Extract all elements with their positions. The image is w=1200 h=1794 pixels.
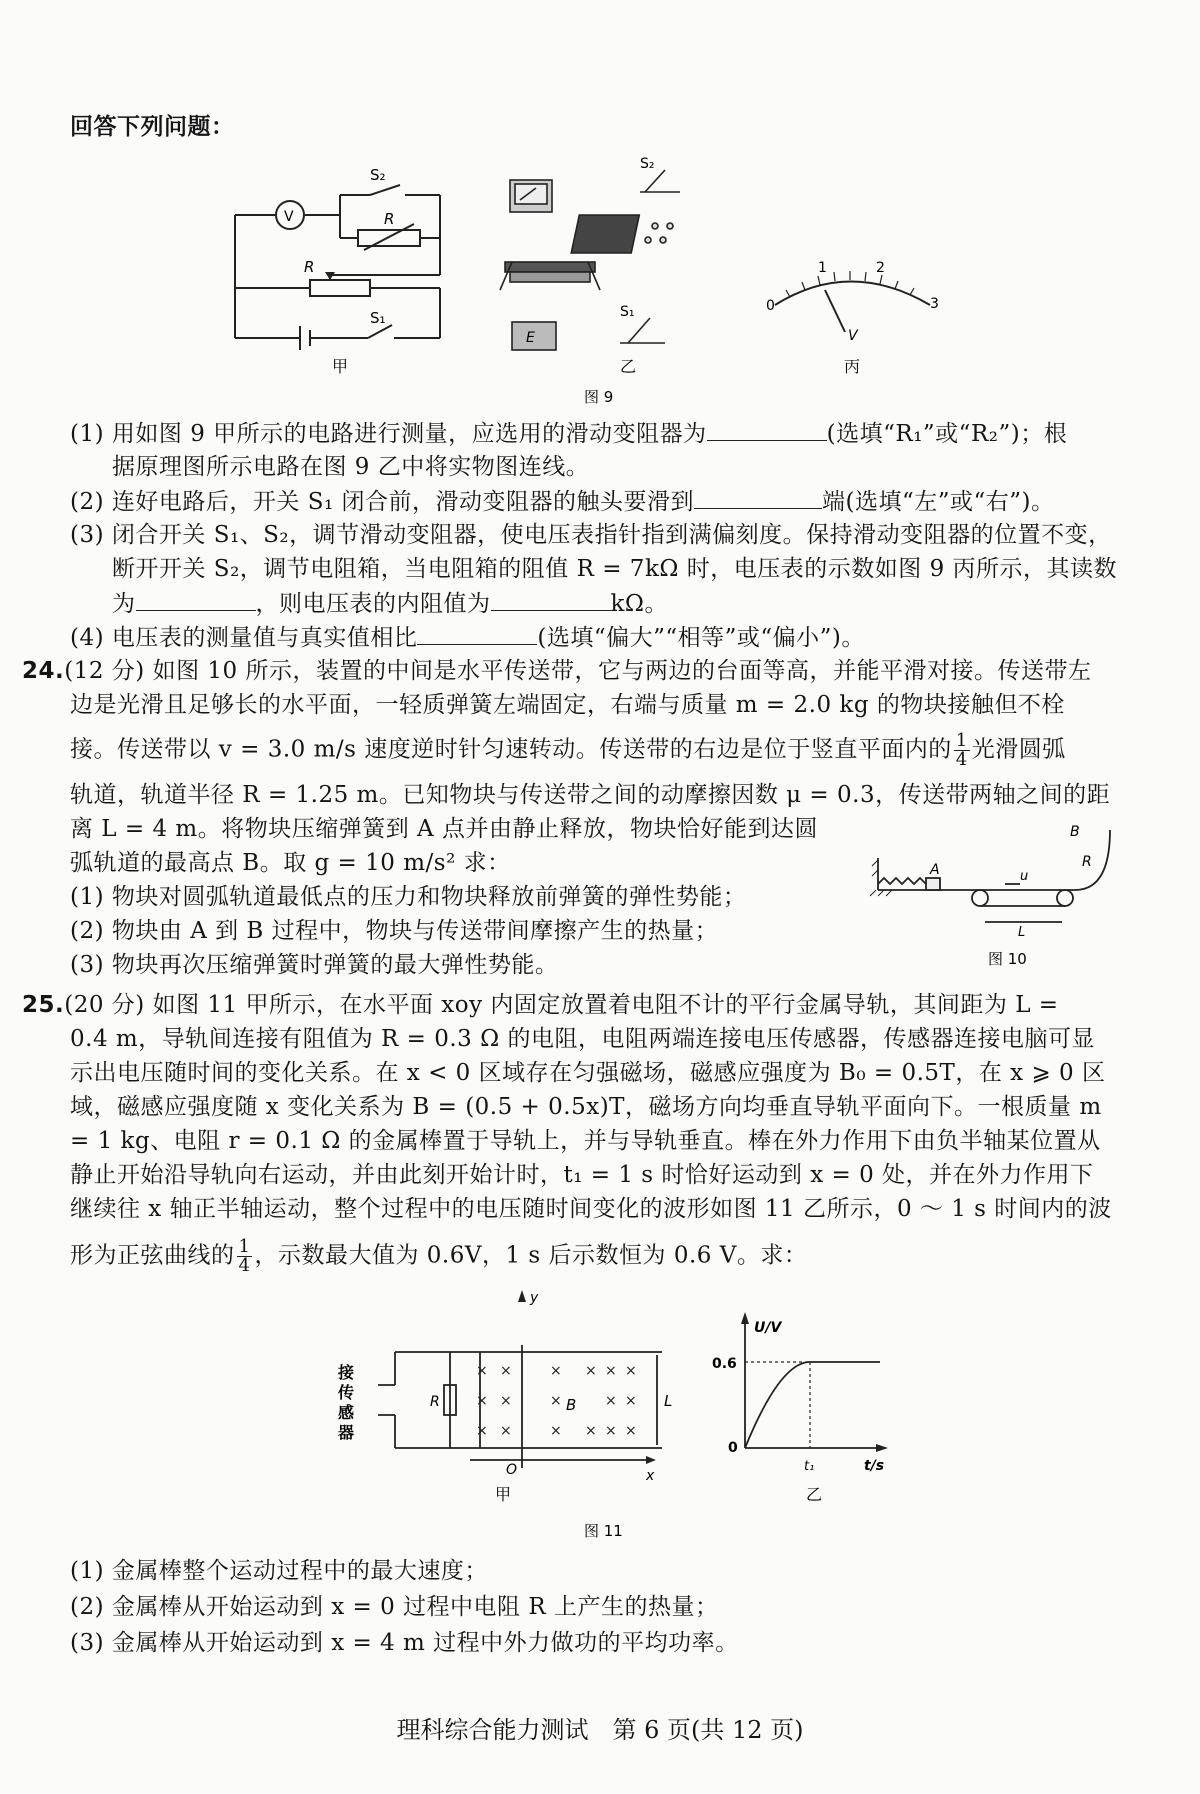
intro-text: 回答下列问题： — [70, 113, 235, 140]
svg-text:×: × — [585, 1363, 597, 1379]
figure-10 — [870, 818, 1090, 968]
q23-3-line2: 断开开关 S₂，调节电阻箱，当电阻箱的阻值 R = 7kΩ 时，电压表的示数如图 9 丙所示，其读数 — [112, 556, 1118, 582]
page-footer: 理科综合能力测试 第 6 页(共 12 页) — [396, 1716, 804, 1744]
q25-line-4: 域，磁感应强度随 x 变化关系为 B = (0.5 + 0.5x)T，磁场方向均垂直导轨平面向下。一根质量 m — [70, 1094, 1102, 1120]
q24-sub-2: (2) 物块由 A 到 B 过程中，物块与传送带间摩擦产生的热量； — [70, 918, 719, 944]
switch-s1-label: S₁ — [370, 309, 386, 327]
fig11-label-L: L — [664, 1392, 673, 1410]
svg-text:×: × — [550, 1393, 562, 1409]
q25-line-7: 继续往 x 轴正半轴运动，整个过程中的电压随时间变化的波形如图 11 乙所示，0 ～ 1 s 时间内的波 — [70, 1196, 1112, 1222]
resistor-box-device — [571, 215, 639, 253]
fig11-label-O: O — [506, 1462, 518, 1478]
sub-caption-yi: 乙 — [620, 357, 637, 376]
rheostat-device — [505, 262, 595, 272]
q25-fraction: $\frac{1}{4}$ — [238, 1236, 251, 1276]
svg-text:×: × — [476, 1363, 488, 1379]
q24-sub-3: (3) 物块再次压缩弹簧时弹簧的最大弹性势能。 — [70, 952, 559, 978]
fig10-label-A: A — [930, 862, 940, 878]
q23-2-line: (2) 连好电路后，开关 S₁ 闭合前，滑动变阻器的触头要滑到 端(选填“左”或“右”)。 — [70, 486, 1054, 517]
svg-text:×: × — [625, 1363, 637, 1379]
q23-1-line: (1) 用如图 9 甲所示的电路进行测量，应选用的滑动变阻器为 (选填“R₁”或“R₂”)；根 — [70, 418, 1067, 449]
dial-ticks — [786, 271, 914, 297]
q25-line-3: 示出电压随时间的变化关系。在 x < 0 区域存在匀强磁场，磁感应强度为 B₀ = 0.5T，在 x ⩾ 0 区 — [70, 1060, 1106, 1086]
q25-number: 25. — [22, 992, 65, 1018]
q24-line-3: 接。传送带以 v = 3.0 m/s 速度逆时针匀速转动。传送带的右边是位于竖直平面内的 $\frac{1}{4}$ 光滑圆弧 — [70, 730, 1066, 770]
svg-text:×: × — [500, 1363, 512, 1379]
fig11-label-y: y — [530, 1290, 539, 1306]
svg-text:×: × — [476, 1393, 488, 1409]
fig11-label-B: B — [566, 1396, 577, 1414]
svg-text:×: × — [550, 1363, 562, 1379]
graph-origin: 0 — [728, 1440, 738, 1456]
fig10-label-L: L — [1018, 925, 1026, 940]
sub-caption-jia: 甲 — [332, 357, 349, 376]
dial-unit: V — [848, 328, 858, 344]
apparatus-yi — [500, 170, 680, 350]
sensor-label-1: 接 — [338, 1363, 355, 1382]
svg-text:×: × — [605, 1423, 617, 1439]
q25-sub-2: (2) 金属棒从开始运动到 x = 0 过程中电阻 R 上产生的热量； — [70, 1594, 719, 1620]
sensor-label-2: 传 — [338, 1383, 355, 1402]
sensor-label-3: 感 — [338, 1403, 355, 1422]
q25-line-2: 0.4 m，导轨间连接有阻值为 R = 0.3 Ω 的电阻，电阻两端连接电压传感器，传感器连接电脑可显 — [70, 1026, 1095, 1052]
svg-text:×: × — [585, 1423, 597, 1439]
svg-text:×: × — [625, 1423, 637, 1439]
figure-9 — [0, 150, 1200, 410]
q25-line-5: = 1 kg、电阻 r = 0.1 Ω 的金属棒置于导轨上，并与导轨垂直。棒在外力作用下由负半轴某位置从 — [70, 1128, 1101, 1154]
sub-caption-bing: 丙 — [844, 357, 861, 376]
q25-line-8: 形为正弦曲线的 $\frac{1}{4}$ ，示数最大值为 0.6V，1 s 后示数恒为 0.6 V。求： — [70, 1236, 808, 1276]
svg-text:×: × — [500, 1393, 512, 1409]
q25-line-6: 静止开始沿导轨向右运动，并由此刻开始计时，t₁ = 1 s 时恰好运动到 x = 0 处，并在外力作用下 — [70, 1162, 1094, 1188]
voltmeter-label: V — [284, 209, 294, 225]
graph-y-tick: 0.6 — [712, 1356, 737, 1372]
q23-3-line3: 为 ，则电压表的内阻值为 kΩ。 — [112, 588, 668, 619]
q24-number: 24. — [22, 658, 65, 684]
fig10-label-R: R — [1082, 854, 1092, 870]
q25-line-1: 25.(20 分) 如图 11 甲所示，在水平面 xoy 内固定放置着电阻不计的平行金属导轨，其间距为 L = — [22, 992, 1059, 1018]
switch-s2-label: S₂ — [370, 166, 386, 184]
magnetic-field-crosses — [476, 1363, 637, 1439]
figure-11 — [0, 1290, 1200, 1550]
svg-text:×: × — [625, 1393, 637, 1409]
rheostat-label: R — [304, 258, 315, 276]
q24-fraction: $\frac{1}{4}$ — [955, 730, 968, 770]
dial-tick-3: 3 — [930, 296, 939, 312]
svg-text:×: × — [500, 1423, 512, 1439]
q24-line-1: 24.(12 分) 如图 10 所示，装置的中间是水平传送带，它与两边的台面等高，并能平滑对接。传送带左 — [22, 658, 1092, 684]
fig11-sub-jia: 甲 — [495, 1485, 512, 1504]
svg-text:×: × — [605, 1363, 617, 1379]
q25-sub-1: (1) 金属棒整个运动过程中的最大速度； — [70, 1558, 488, 1584]
fig11-label-x: x — [646, 1468, 655, 1484]
q23-3-line: (3) 闭合开关 S₁、S₂，调节滑动变阻器，使电压表指针指到满偏刻度。保持滑动变阻器的位置不变， — [70, 522, 1112, 548]
graph-y-label: U/V — [754, 1320, 782, 1336]
graph-x-label: t/s — [864, 1458, 885, 1474]
voltmeter-dial-bing — [775, 282, 930, 333]
svg-text:×: × — [605, 1393, 617, 1409]
fig10-label-u: u — [1020, 869, 1029, 884]
blank-q23-1 — [707, 418, 827, 441]
q24-line-6: 弧轨道的最高点 B。取 g = 10 m/s² 求： — [70, 850, 511, 876]
figure-11-caption: 图 11 — [584, 1522, 623, 1540]
resistor-box-label: R — [384, 210, 395, 228]
blank-q23-3a — [136, 588, 256, 611]
q23-1-line2: 据原理图所示电路在图 9 乙中将实物图连线。 — [112, 454, 590, 480]
figure-10-caption: 图 10 — [988, 950, 1027, 968]
blank-q23-4 — [417, 622, 537, 645]
q23-4-line: (4) 电压表的测量值与真实值相比 (选填“偏大”“相等”或“偏小”)。 — [70, 622, 865, 653]
battery-label: E — [526, 330, 535, 346]
svg-text:×: × — [476, 1423, 488, 1439]
sensor-label-4: 器 — [338, 1423, 355, 1442]
blank-q23-3b — [491, 588, 611, 611]
device-s1-label: S₁ — [620, 304, 635, 320]
fig10-label-B: B — [1070, 824, 1080, 840]
device-s2-label: S₂ — [640, 156, 655, 172]
dial-tick-2: 2 — [876, 260, 885, 276]
svg-text:×: × — [550, 1423, 562, 1439]
figure-9-caption: 图 9 — [584, 388, 614, 406]
q24-line-4: 轨道，轨道半径 R = 1.25 m。已知物块与传送带之间的动摩擦因数 μ = 0.3，传送带两轴之间的距 — [70, 782, 1111, 808]
dial-tick-1: 1 — [818, 260, 827, 276]
q25-sub-3: (3) 金属棒从开始运动到 x = 4 m 过程中外力做功的平均功率。 — [70, 1630, 739, 1656]
circuit-diagram-jia — [235, 185, 440, 350]
fig11-sub-yi: 乙 — [806, 1485, 823, 1504]
q24-line-2: 边是光滑且足够长的水平面，一轻质弹簧左端固定，右端与质量 m = 2.0 kg 的物块接触但不栓 — [70, 692, 1065, 718]
fig11-label-R: R — [430, 1394, 440, 1410]
blank-q23-2 — [694, 486, 822, 509]
graph-x-tick: t₁ — [804, 1459, 815, 1474]
dial-tick-0: 0 — [766, 298, 775, 314]
q24-line-5: 离 L = 4 m。将物块压缩弹簧到 A 点并由静止释放，物块恰好能到达圆 — [70, 816, 818, 842]
q24-sub-1: (1) 物块对圆弧轨道最低点的压力和物块释放前弹簧的弹性势能； — [70, 884, 747, 910]
